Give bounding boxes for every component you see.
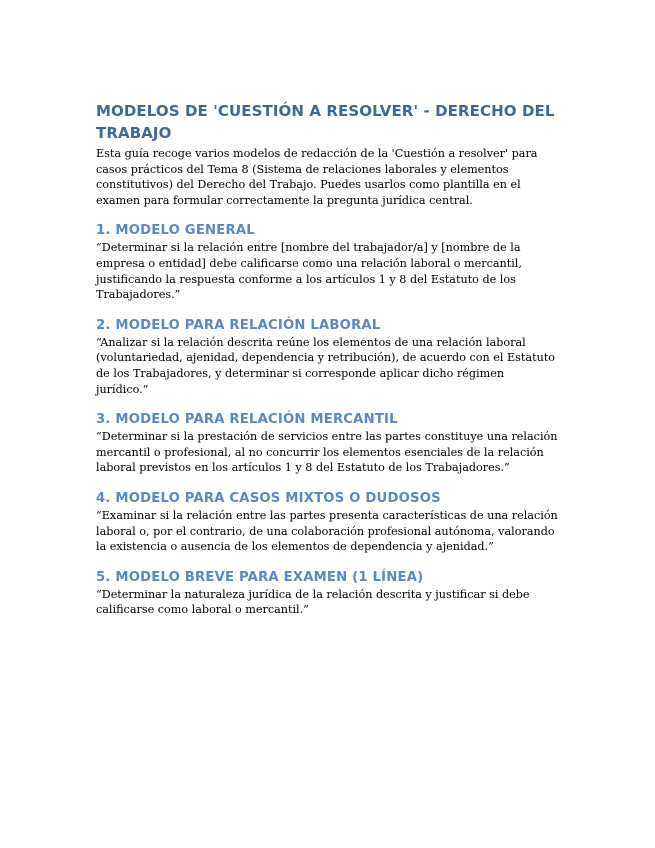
section-modelo-general xyxy=(96,222,558,302)
section-text: “Determinar si la relación entre [nombre del trabajador/a] y [nombre de la empresa o entidad] debe calificarse como una relación laboral o mercantil, justificando la respuesta conforme a los artículos 1 y 8 del Estatuto de los Trabajadores.” xyxy=(96,241,522,302)
section-text: “Determinar la naturaleza jurídica de la relación descrita y justificar si debe calificarse como laboral o mercantil.” xyxy=(96,587,530,617)
section-text: “Examinar si la relación entre las partes presenta características de una relación laboral o, por el contrario, de una colaboración profesional autónoma, valorando la existencia o ausencia de los elementos de dependencia y ajenidad.” xyxy=(96,508,558,554)
section-heading: 2. MODELO PARA RELACIÓN LABORAL xyxy=(96,317,381,333)
section-text: “Analizar si la relación descrita reúne los elementos de una relación laboral (voluntariedad, ajenidad, dependencia y retribución), de acuerdo con el Estatuto de los Trabajadores, y determinar si corresponde aplicar dicho régimen jurídico.” xyxy=(96,335,556,396)
section-relacion-laboral xyxy=(96,317,558,397)
section-heading: 5. MODELO BREVE PARA EXAMEN (1 LÍNEA) xyxy=(96,569,424,585)
section-relacion-mercantil xyxy=(96,411,558,476)
section-heading: 1. MODELO GENERAL xyxy=(96,223,255,239)
section-casos-mixtos xyxy=(96,490,558,555)
section-heading: 3. MODELO PARA RELACIÓN MERCANTIL xyxy=(96,412,398,428)
section-heading: 4. MODELO PARA CASOS MIXTOS O DUDOSOS xyxy=(96,490,441,506)
section-modelo-breve xyxy=(96,569,558,618)
document-page xyxy=(96,100,558,618)
section-text: “Determinar si la prestación de servicios entre las partes constituye una relación mercantil o profesional, al no concurrir los elementos esenciales de la relación laboral previstos en los artículos 1 y 8 del Estatuto de los Trabajadores.” xyxy=(96,430,558,475)
intro-paragraph: Esta guía recoge varios modelos de redacción de la 'Cuestión a resolver' para casos prácticos del Tema 8 (Sistema de relaciones laborales y elementos constitutivos) del Derecho del Trabajo. Puedes usarlos como plantilla en el examen para formular correctamente la pregunta jurídica central. xyxy=(96,147,538,207)
document-title: MODELOS DE 'CUESTIÓN A RESOLVER' - DERECHO DEL TRABAJO xyxy=(96,102,555,142)
